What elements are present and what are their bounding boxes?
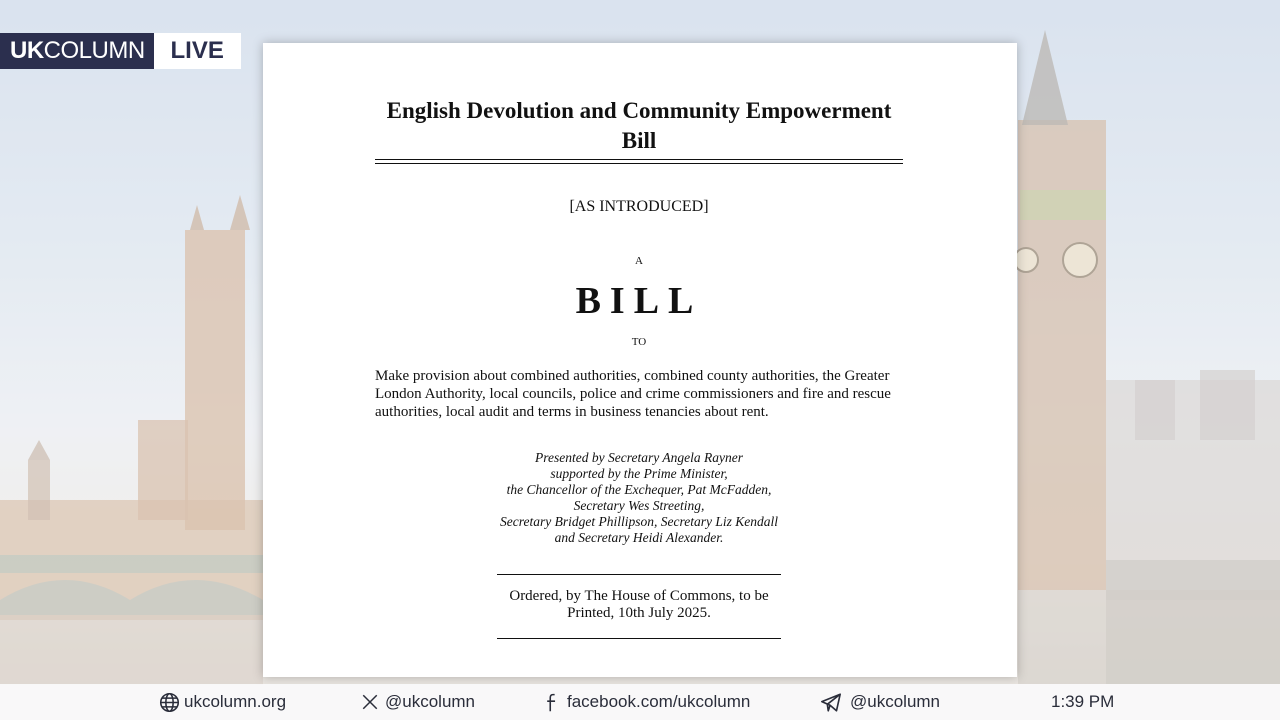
bill-title [375,96,903,156]
website-link[interactable] [158,684,286,720]
presented-line: Secretary Wes Streeting, [573,498,705,513]
live-badge: LIVE [154,33,241,69]
clock-time: 1:39 PM [1051,692,1115,711]
globe-icon [158,691,180,713]
presented-line: Secretary Bridget Phillipson, Secretary Liz Kendall [500,514,778,529]
presented-by [375,450,903,546]
bill-a-label: A [635,255,643,267]
title-double-rule [375,159,903,164]
telegram-icon [820,691,842,713]
facebook-text: facebook.com/ukcolumn [567,692,751,711]
ukcolumn-live-logo [0,33,241,69]
presented-line: the Chancellor of the Exchequer, Pat McFadden, [506,482,772,497]
x-handle-text: @ukcolumn [385,692,476,711]
website-text: ukcolumn.org [184,692,287,711]
ordered-statement [463,588,815,622]
bill-to-label: TO [631,336,647,348]
bill-title-line1: English Devolution and Community Empowerment [386,98,892,123]
ordered-line1: Ordered, by The House of Commons, to be [509,588,769,604]
x-logo-icon [359,691,381,713]
ukcolumn-brand [0,33,154,69]
presented-line: supported by the Prime Minister, [550,466,728,481]
presented-line: and Secretary Heidi Alexander. [554,530,724,545]
bill-status: [AS INTRODUCED] [569,198,709,215]
presented-line: Presented by Secretary Angela Rayner [535,450,743,465]
bill-document [263,43,1017,677]
telegram-link[interactable] [820,684,940,720]
social-footer-bar [0,684,1280,720]
ordered-line2: Printed, 10th July 2025. [567,605,711,621]
x-link[interactable] [359,684,475,720]
order-rule-top [497,574,781,575]
bill-heading: BILL [575,280,703,322]
facebook-link[interactable] [541,684,750,720]
order-rule-bottom [497,638,781,639]
bill-long-title: Make provision about combined authorities, combined county authorities, the Greater London Authority, local councils, police and crime commissioners and fire and rescue authorities, local audit and terms in business tenancies about rent. [375,368,891,420]
brand-uk: UK [10,37,44,64]
facebook-icon [541,691,563,713]
telegram-text: @ukcolumn [850,692,941,711]
brand-column: COLUMN [43,37,145,64]
bill-title-line2: Bill [621,128,657,153]
